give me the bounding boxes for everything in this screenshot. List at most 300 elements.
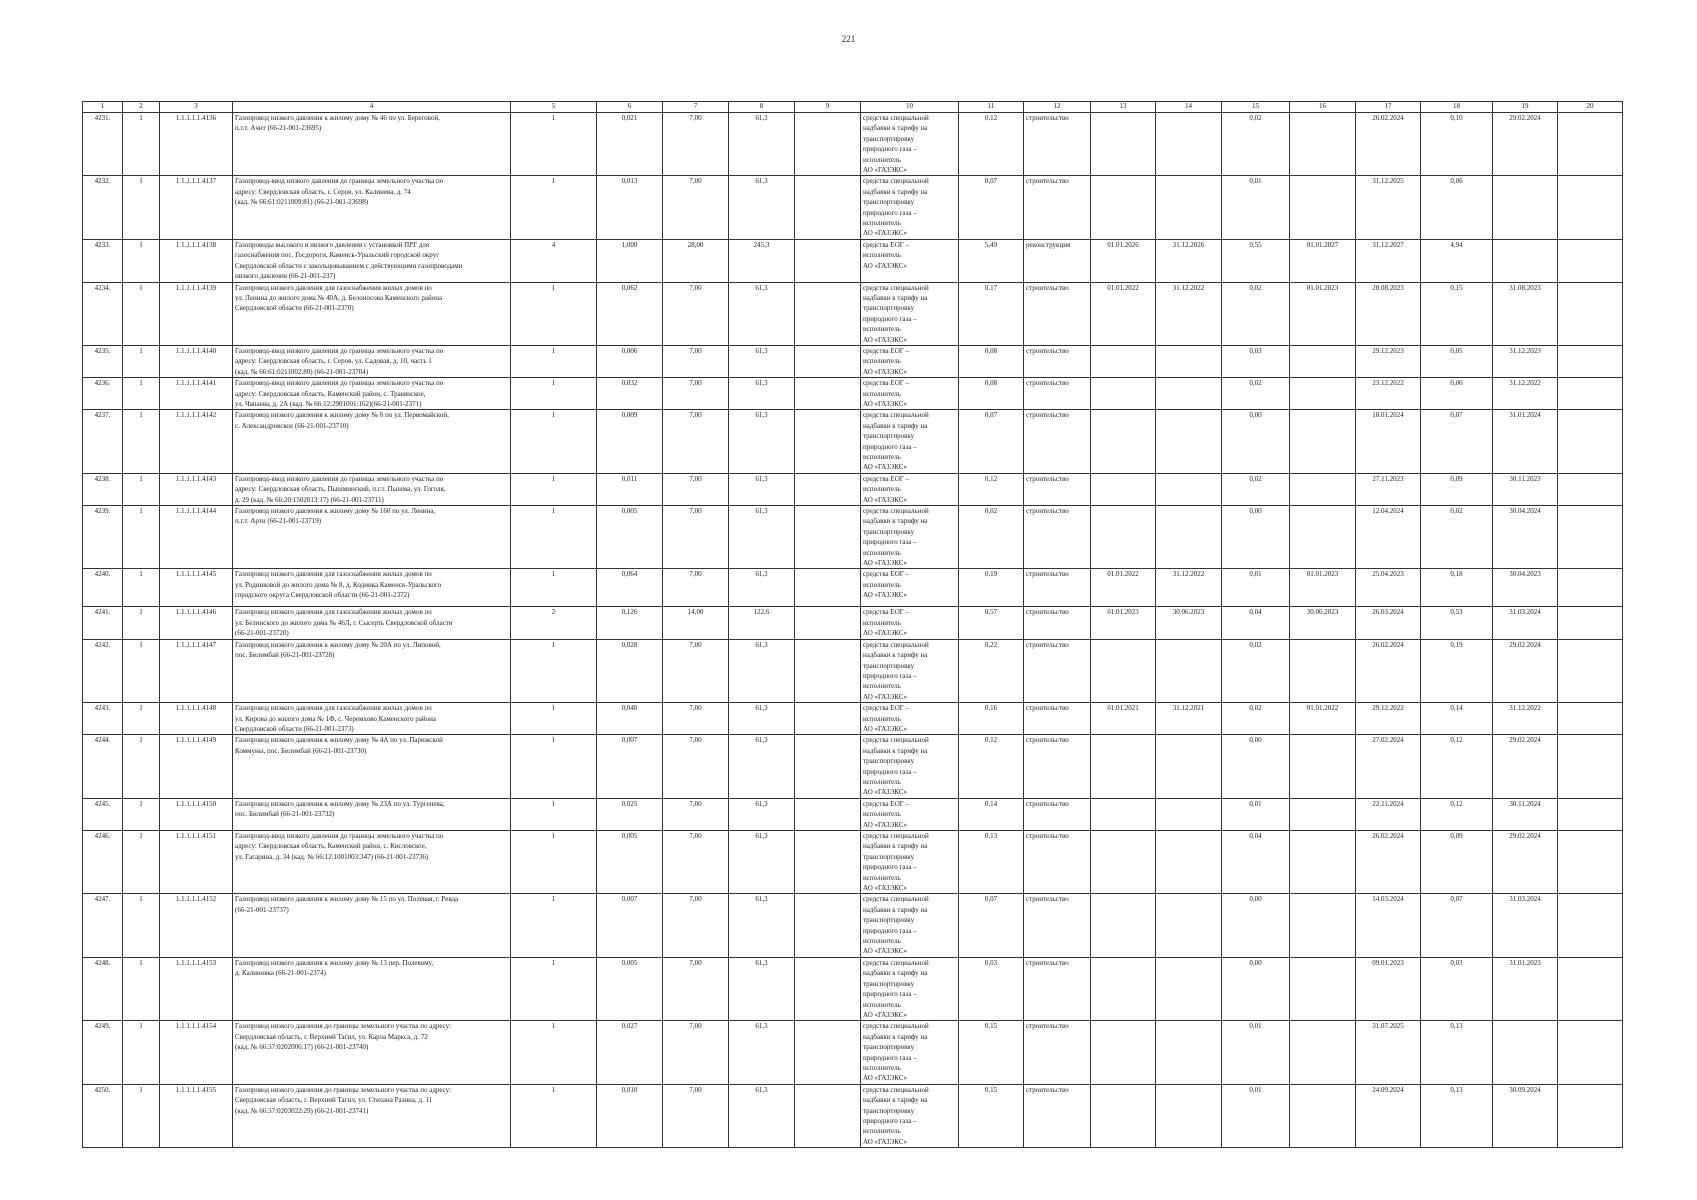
col-2-value: 1 [123, 894, 160, 957]
funding-source [861, 735, 959, 798]
col-19-date: 30.04.2024 [1493, 506, 1558, 569]
col-6-value: 0,005 [597, 957, 663, 1020]
col-14-date [1156, 957, 1222, 1020]
funding-source-line: исполнитель [863, 1127, 901, 1136]
col-20-value [1558, 1084, 1623, 1147]
col-18-value: 0,15 [1421, 282, 1493, 345]
object-name [233, 735, 511, 798]
work-type: строительство [1024, 473, 1091, 505]
work-type: строительство [1024, 176, 1091, 239]
col-8-value: 61,3 [729, 569, 795, 607]
col-5-value: 1 [511, 569, 597, 607]
funding-source-line: средства специальной [863, 832, 929, 840]
col-19-date: 31.12.2023 [1493, 345, 1558, 377]
row-number: 4249. [83, 1021, 123, 1084]
col-5-value: 1 [511, 473, 597, 505]
col-18-value: 0,10 [1421, 113, 1493, 176]
col-18-value: 0,53 [1421, 607, 1493, 639]
col-2-value: 1 [123, 282, 160, 345]
col-7-value: 7,00 [663, 473, 729, 505]
row-number: 4248. [83, 957, 123, 1020]
funding-source-line: АО «ГАЗЭКС» [863, 399, 907, 408]
col-17-date: 29.12.2023 [1356, 345, 1421, 377]
table-row [83, 345, 1623, 377]
col-13-date [1091, 473, 1156, 505]
funding-source-line: АО «ГАЗЭКС» [863, 166, 907, 175]
col-6-value: 0,021 [597, 113, 663, 176]
col-19-date: 30.11.2023 [1493, 473, 1558, 505]
col-19-date: 31.01.2024 [1493, 410, 1558, 473]
col-13-date [1091, 506, 1156, 569]
funding-source-line: АО «ГАЗЭКС» [863, 591, 907, 600]
col-5-value: 1 [511, 639, 597, 702]
col-8-value: 61,3 [729, 957, 795, 1020]
col-16-date [1290, 957, 1356, 1020]
col-2-value: 1 [123, 473, 160, 505]
row-number: 4242. [83, 639, 123, 702]
work-type: строительство [1024, 639, 1091, 702]
col-17-date: 27.02.2024 [1356, 735, 1421, 798]
col-14-date [1156, 113, 1222, 176]
funding-source-line: АО «ГАЗЭКС» [863, 495, 907, 504]
col-5-value: 1 [511, 113, 597, 176]
table-row [83, 798, 1623, 830]
row-number: 4247. [83, 894, 123, 957]
col-13-date [1091, 1021, 1156, 1084]
funding-source-line: средства ЕОГ – [863, 379, 910, 388]
object-name-line: Газопровод низкого давления к жилому дому № 13 пер. Полевому, [235, 958, 434, 967]
table-row [83, 639, 1623, 702]
object-name-line: пос. Билимбай (66-21-001-23728) [235, 651, 335, 660]
col-2-value: 1 [123, 569, 160, 607]
col-16-date [1290, 1084, 1356, 1147]
col-19-date: 30.09.2024 [1493, 1084, 1558, 1147]
object-name-line: с. Александровское (66-21-001-23710) [235, 421, 349, 430]
page-number: 221 [841, 34, 856, 44]
col-17-date: 26.02.2024 [1356, 639, 1421, 702]
object-name [233, 957, 511, 1020]
col-14-date [1156, 639, 1222, 702]
col-2-value: 1 [123, 239, 160, 282]
row-number: 4233. [83, 239, 123, 282]
object-name-line: адресу: Свердловская область, г. Серов, ул. Калинева, д. 74 [235, 187, 411, 196]
col-14-date [1156, 735, 1222, 798]
object-name [233, 113, 511, 176]
work-type: строительство [1024, 607, 1091, 639]
col-16-date [1290, 378, 1356, 410]
col-16-date: 01.01.2022 [1290, 703, 1356, 735]
funding-source-line: исполнитель [863, 937, 901, 946]
object-name-line: газоснабжения пос. Госдороги, Каменск-Уральский городской округ [235, 251, 440, 260]
funding-source-line: АО «ГАЗЭКС» [863, 1074, 907, 1083]
col-5-value: 1 [511, 798, 597, 830]
funding-source-line: исполнитель [863, 389, 901, 398]
funding-source-line: средства ЕОГ – [863, 240, 910, 249]
col-11-value: 0,07 [959, 410, 1024, 473]
object-name-line: ул. Родниковой до жилого дома № 8, д. Кодинка Каменск-Уральского [235, 580, 442, 589]
table-row [83, 607, 1623, 639]
col-8-value: 61,3 [729, 639, 795, 702]
col-19-date: 31.03.2024 [1493, 607, 1558, 639]
col-2-value: 1 [123, 410, 160, 473]
object-name-line: Газопровод низкого давления для газоснабжения жилых домов по [235, 570, 432, 579]
column-header: 7 [663, 102, 729, 113]
col-7-value: 7,00 [663, 569, 729, 607]
funding-source-line: средства специальной [863, 411, 929, 420]
col-9-value [795, 378, 861, 410]
funding-source-line: исполнитель [863, 682, 901, 691]
row-number: 4244. [83, 735, 123, 798]
col-14-date [1156, 894, 1222, 957]
object-name [233, 831, 511, 894]
col-8-value: 61,3 [729, 506, 795, 569]
funding-source [861, 1084, 959, 1147]
table-row [83, 473, 1623, 505]
object-name [233, 1084, 511, 1147]
col-6-value: 0,062 [597, 282, 663, 345]
object-name-line: адресу: Свердловская область, Каменский район, с. Кисловское, [235, 842, 427, 851]
col-15-value: 0,00 [1222, 410, 1290, 473]
col-17-date: 31.12.2027 [1356, 239, 1421, 282]
col-16-date [1290, 410, 1356, 473]
funding-source-line: надбавки к тарифу на [863, 124, 928, 133]
funding-source-line: АО «ГАЗЭКС» [863, 229, 907, 238]
object-name-line: (66-21-001-23737) [235, 905, 289, 914]
funding-source-line: надбавки к тарифу на [863, 517, 928, 526]
col-15-value: 0,02 [1222, 113, 1290, 176]
funding-source [861, 176, 959, 239]
funding-source-line: надбавки к тарифу на [863, 651, 928, 660]
col-15-value: 0,00 [1222, 506, 1290, 569]
row-number: 4246. [83, 831, 123, 894]
col-8-value: 245,3 [729, 239, 795, 282]
col-15-value: 0,01 [1222, 1084, 1290, 1147]
col-6-value: 0,126 [597, 607, 663, 639]
object-name [233, 798, 511, 830]
col-5-value: 1 [511, 831, 597, 894]
funding-source [861, 1021, 959, 1084]
col-9-value [795, 410, 861, 473]
col-13-date: 01.01.2021 [1091, 703, 1156, 735]
row-number: 4238. [83, 473, 123, 505]
col-5-value: 1 [511, 894, 597, 957]
col-13-date: 01.01.2023 [1091, 607, 1156, 639]
object-name-line: Газопровод низкого давления до границы земельного участка по адресу: [235, 1022, 452, 1031]
object-name-line: Газопровод низкого давления к жилому дому № 4А по ул. Парижской [235, 736, 443, 745]
work-type: строительство [1024, 703, 1091, 735]
col-6-value: 0,007 [597, 894, 663, 957]
col-11-value: 0,22 [959, 639, 1024, 702]
item-code: 1.1.1.1.1.4145 [160, 569, 233, 607]
col-18-value: 0,06 [1421, 378, 1493, 410]
col-7-value: 7,00 [663, 1021, 729, 1084]
funding-source-line: транспортировку [863, 198, 915, 207]
table-row [83, 239, 1623, 282]
object-name-line: Свердловская область, г. Верхний Тагил, ул. Карла Маркса, д. 72 [235, 1032, 428, 1041]
object-name-line: Газопровод-ввод низкого давления до границы земельного участка по [235, 379, 444, 388]
col-14-date [1156, 473, 1222, 505]
col-2-value: 1 [123, 345, 160, 377]
funding-source-line: АО «ГАЗЭКС» [863, 692, 907, 701]
object-name-line: Свердловская область, г. Верхний Тагил, ул. Степана Разина, д. 11 [235, 1096, 433, 1105]
table-row [83, 506, 1623, 569]
item-code: 1.1.1.1.1.4144 [160, 506, 233, 569]
object-name-line: ул. Чапаева, д. 2А (кад. № 66:12:2901001:162)(66-21-001-2371) [235, 399, 422, 408]
object-name-line: Газопровод-ввод низкого давления до границы земельного участка по [235, 832, 444, 840]
item-code: 1.1.1.1.1.4149 [160, 735, 233, 798]
funding-source-line: надбавки к тарифу на [863, 187, 928, 196]
funding-source-line: исполнитель [863, 777, 901, 786]
col-2-value: 1 [123, 957, 160, 1020]
funding-source-line: природного газа – [863, 863, 917, 872]
column-header: 5 [511, 102, 597, 113]
funding-source-line: транспортировку [863, 757, 915, 766]
col-11-value: 0,15 [959, 1021, 1024, 1084]
col-19-date: 31.08.2023 [1493, 282, 1558, 345]
col-13-date [1091, 410, 1156, 473]
col-2-value: 1 [123, 113, 160, 176]
column-header: 4 [233, 102, 511, 113]
col-13-date [1091, 735, 1156, 798]
work-type: строительство [1024, 1084, 1091, 1147]
col-17-date: 22.11.2024 [1356, 798, 1421, 830]
row-number: 4235. [83, 345, 123, 377]
col-20-value [1558, 735, 1623, 798]
col-11-value: 0,57 [959, 607, 1024, 639]
object-name-line: Газопровод низкого давления до границы земельного участка по адресу: [235, 1085, 452, 1094]
column-header: 11 [959, 102, 1024, 113]
col-19-date: 29.02.2024 [1493, 735, 1558, 798]
funding-source-line: средства специальной [863, 736, 929, 745]
funding-source-line: надбавки к тарифу на [863, 842, 928, 851]
funding-source-line: природного газа – [863, 671, 917, 680]
col-20-value [1558, 345, 1623, 377]
col-18-value: 0,02 [1421, 506, 1493, 569]
funding-source-line: транспортировку [863, 527, 915, 536]
work-type: строительство [1024, 1021, 1091, 1084]
col-16-date [1290, 894, 1356, 957]
col-11-value: 0,12 [959, 473, 1024, 505]
work-type: строительство [1024, 735, 1091, 798]
col-9-value [795, 506, 861, 569]
work-type: строительство [1024, 378, 1091, 410]
table-row [83, 1084, 1623, 1147]
col-18-value: 0,13 [1421, 1084, 1493, 1147]
object-name [233, 703, 511, 735]
work-type: строительство [1024, 113, 1091, 176]
funding-source-line: АО «ГАЗЭКС» [863, 724, 907, 733]
col-9-value [795, 345, 861, 377]
funding-source [861, 345, 959, 377]
col-7-value: 7,00 [663, 113, 729, 176]
col-9-value [795, 1021, 861, 1084]
col-9-value [795, 569, 861, 607]
col-18-value: 0,09 [1421, 831, 1493, 894]
col-9-value [795, 831, 861, 894]
funding-source-line: транспортировку [863, 1106, 915, 1115]
col-9-value [795, 239, 861, 282]
object-name-line: Свердловской области (66-21-001-2373) [235, 724, 354, 733]
object-name-line: городского округа Свердловской области (66-21-001-2372) [235, 591, 410, 600]
col-11-value: 0,15 [959, 1084, 1024, 1147]
table-row [83, 282, 1623, 345]
col-18-value: 0,06 [1421, 176, 1493, 239]
col-17-date: 31.12.2025 [1356, 176, 1421, 239]
funding-source-line: средства специальной [863, 1022, 929, 1031]
funding-source-line: средства ЕОГ – [863, 799, 910, 808]
col-16-date [1290, 831, 1356, 894]
col-19-date: 29.02.2024 [1493, 639, 1558, 702]
funding-source-line: природного газа – [863, 145, 917, 154]
funding-source-line: АО «ГАЗЭКС» [863, 629, 907, 638]
col-20-value [1558, 410, 1623, 473]
col-15-value: 0,00 [1222, 894, 1290, 957]
col-15-value: 0,02 [1222, 703, 1290, 735]
object-name-line: адресу: Свердловская область, г. Серов, ул. Садовая, д. 10, часть 1 [235, 357, 432, 366]
col-5-value: 2 [511, 607, 597, 639]
funding-source-line: транспортировку [863, 661, 915, 670]
col-13-date [1091, 345, 1156, 377]
col-16-date [1290, 176, 1356, 239]
col-6-value: 0,009 [597, 410, 663, 473]
col-11-value: 0,16 [959, 703, 1024, 735]
col-13-date [1091, 894, 1156, 957]
col-9-value [795, 957, 861, 1020]
col-2-value: 1 [123, 735, 160, 798]
funding-source-line: исполнитель [863, 873, 901, 882]
col-13-date [1091, 113, 1156, 176]
col-11-value: 0,07 [959, 176, 1024, 239]
funding-source-line: АО «ГАЗЭКС» [863, 335, 907, 344]
object-name-line: (кад. № 66:61:0211009:81) (66-21-001-23698) [235, 198, 369, 207]
col-11-value: 0,12 [959, 113, 1024, 176]
item-code: 1.1.1.1.1.4150 [160, 798, 233, 830]
col-5-value: 1 [511, 703, 597, 735]
col-18-value: 0,12 [1421, 735, 1493, 798]
col-7-value: 7,00 [663, 735, 729, 798]
col-2-value: 1 [123, 831, 160, 894]
item-code: 1.1.1.1.1.4138 [160, 239, 233, 282]
table-row [83, 957, 1623, 1020]
col-15-value: 0,02 [1222, 639, 1290, 702]
col-17-date: 26.02.2024 [1356, 831, 1421, 894]
row-number: 4237. [83, 410, 123, 473]
column-header: 9 [795, 102, 861, 113]
column-header: 20 [1558, 102, 1623, 113]
col-11-value: 0,02 [959, 506, 1024, 569]
col-20-value [1558, 569, 1623, 607]
funding-source-line: надбавки к тарифу на [863, 421, 928, 430]
work-type: строительство [1024, 345, 1091, 377]
object-name [233, 639, 511, 702]
col-15-value: 0,03 [1222, 345, 1290, 377]
object-name-line: Газопровод низкого давления к жилому дому № 23А по ул. Тургенева, [235, 799, 445, 808]
funding-source-line: природного газа – [863, 314, 917, 323]
col-20-value [1558, 239, 1623, 282]
col-5-value: 1 [511, 282, 597, 345]
table-row [83, 1021, 1623, 1084]
col-19-date: 30.11.2024 [1493, 798, 1558, 830]
item-code: 1.1.1.1.1.4137 [160, 176, 233, 239]
col-2-value: 1 [123, 703, 160, 735]
col-13-date [1091, 1084, 1156, 1147]
col-9-value [795, 735, 861, 798]
col-17-date: 27.11.2023 [1356, 473, 1421, 505]
item-code: 1.1.1.1.1.4146 [160, 607, 233, 639]
object-name-line: Газопровод низкого давления для газоснабжения жилых домов по [235, 704, 432, 713]
col-8-value: 61,3 [729, 378, 795, 410]
header-row [83, 102, 1623, 113]
object-name-line: Свердловской области с закольцовыванием с действующими газопроводами [235, 261, 463, 270]
col-20-value [1558, 639, 1623, 702]
object-name-line: Газопровод низкого давления для газоснабжения жилых домов по [235, 608, 432, 617]
col-14-date [1156, 506, 1222, 569]
col-18-value: 0,13 [1421, 1021, 1493, 1084]
col-6-value: 0,025 [597, 798, 663, 830]
col-16-date [1290, 1021, 1356, 1084]
col-7-value: 7,00 [663, 506, 729, 569]
funding-source-line: природного газа – [863, 990, 917, 999]
col-13-date [1091, 639, 1156, 702]
col-19-date [1493, 239, 1558, 282]
col-14-date [1156, 1084, 1222, 1147]
col-20-value [1558, 957, 1623, 1020]
funding-source-line: исполнитель [863, 325, 901, 334]
item-code: 1.1.1.1.1.4154 [160, 1021, 233, 1084]
column-header: 18 [1421, 102, 1493, 113]
funding-source-line: природного газа – [863, 767, 917, 776]
col-20-value [1558, 1021, 1623, 1084]
funding-source-line: транспортировку [863, 432, 915, 441]
col-17-date: 09.01.2023 [1356, 957, 1421, 1020]
object-name [233, 282, 511, 345]
object-name-line: (кад. № 66:37:0203022:29) (66-21-001-23741) [235, 1106, 369, 1115]
work-type: строительство [1024, 506, 1091, 569]
funding-source [861, 957, 959, 1020]
funding-source-line: надбавки к тарифу на [863, 1032, 928, 1041]
col-17-date: 14.03.2024 [1356, 894, 1421, 957]
funding-source [861, 239, 959, 282]
col-15-value: 0,01 [1222, 176, 1290, 239]
funding-source-line: средства ЕОГ – [863, 570, 910, 579]
funding-source [861, 894, 959, 957]
col-8-value: 61,3 [729, 282, 795, 345]
object-name-line: Газопровод-ввод низкого давления до границы земельного участка по [235, 474, 444, 483]
object-name [233, 345, 511, 377]
col-16-date [1290, 113, 1356, 176]
funding-source-line: АО «ГАЗЭКС» [863, 1010, 907, 1019]
col-6-value: 0,040 [597, 703, 663, 735]
row-number: 4234. [83, 282, 123, 345]
col-18-value: 0,19 [1421, 639, 1493, 702]
col-7-value: 7,00 [663, 176, 729, 239]
col-7-value: 28,00 [663, 239, 729, 282]
col-20-value [1558, 831, 1623, 894]
funding-source-line: АО «ГАЗЭКС» [863, 367, 907, 376]
col-15-value: 0,02 [1222, 473, 1290, 505]
col-11-value: 0,14 [959, 798, 1024, 830]
item-code: 1.1.1.1.1.4151 [160, 831, 233, 894]
col-8-value: 61,3 [729, 1021, 795, 1084]
col-13-date: 01.01.2026 [1091, 239, 1156, 282]
funding-source-line: средства специальной [863, 177, 929, 186]
funding-source [861, 831, 959, 894]
col-2-value: 1 [123, 607, 160, 639]
funding-source [861, 378, 959, 410]
funding-source-line: транспортировку [863, 304, 915, 313]
col-14-date [1156, 1021, 1222, 1084]
col-11-value: 0,19 [959, 569, 1024, 607]
